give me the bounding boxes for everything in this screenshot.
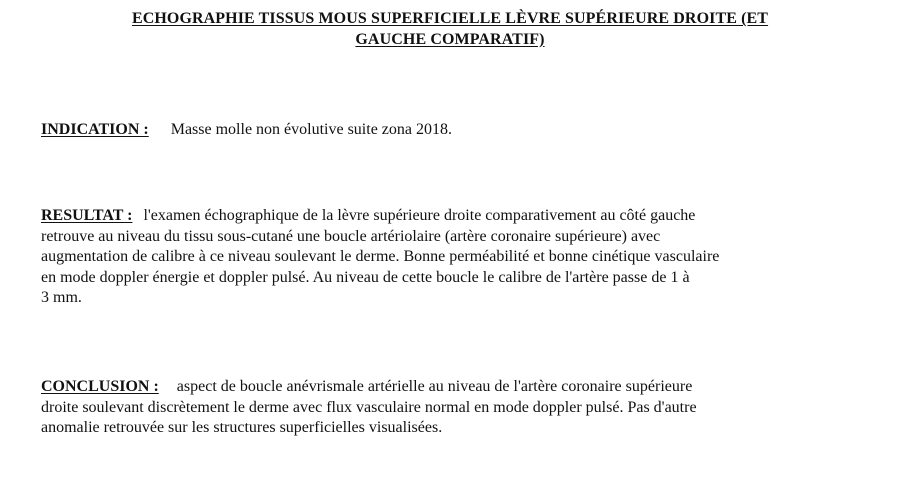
- conclusion-line-3: anomalie retrouvée sur les structures superficielles visualisées.: [41, 419, 443, 436]
- resultat-line-2: retrouve au niveau du tissu sous-cutané une boucle artériolaire (artère coronaire supérieure) avec: [41, 227, 661, 245]
- report-title-line-2: GAUCHE COMPARATIF): [355, 31, 545, 48]
- indication-section: [41, 120, 841, 141]
- indication-text: Masse molle non évolutive suite zona 2018.: [170, 121, 452, 138]
- resultat-section: [41, 206, 841, 309]
- resultat-line-1: l'examen échographique de la lèvre supérieure droite comparativement au côté gauche: [143, 207, 696, 224]
- conclusion-section: [41, 377, 841, 439]
- indication-label: INDICATION :: [41, 121, 149, 138]
- resultat-label: RESULTAT :: [41, 207, 133, 224]
- conclusion-line-1: aspect de boucle anévrismale artérielle au niveau de l'artère coronaire supérieure: [176, 378, 693, 395]
- conclusion-label: CONCLUSION :: [41, 378, 159, 395]
- report-title: [60, 8, 840, 50]
- report-title-line-1: ECHOGRAPHIE TISSUS MOUS SUPERFICIELLE LÈVRE SUPÉRIEURE DROITE (ET: [131, 10, 769, 27]
- resultat-line-5: 3 mm.: [41, 289, 82, 306]
- conclusion-line-2: droite soulevant discrètement le derme avec flux vasculaire normal en mode doppler pulsé. Pas d'autre: [41, 398, 697, 416]
- resultat-line-3: augmentation de calibre à ce niveau soulevant le derme. Bonne perméabilité et bonne cinétique vasculaire: [41, 248, 720, 265]
- resultat-line-4: en mode doppler énergie et doppler pulsé. Au niveau de cette boucle le calibre de l'artère passe de 1 à: [41, 268, 690, 286]
